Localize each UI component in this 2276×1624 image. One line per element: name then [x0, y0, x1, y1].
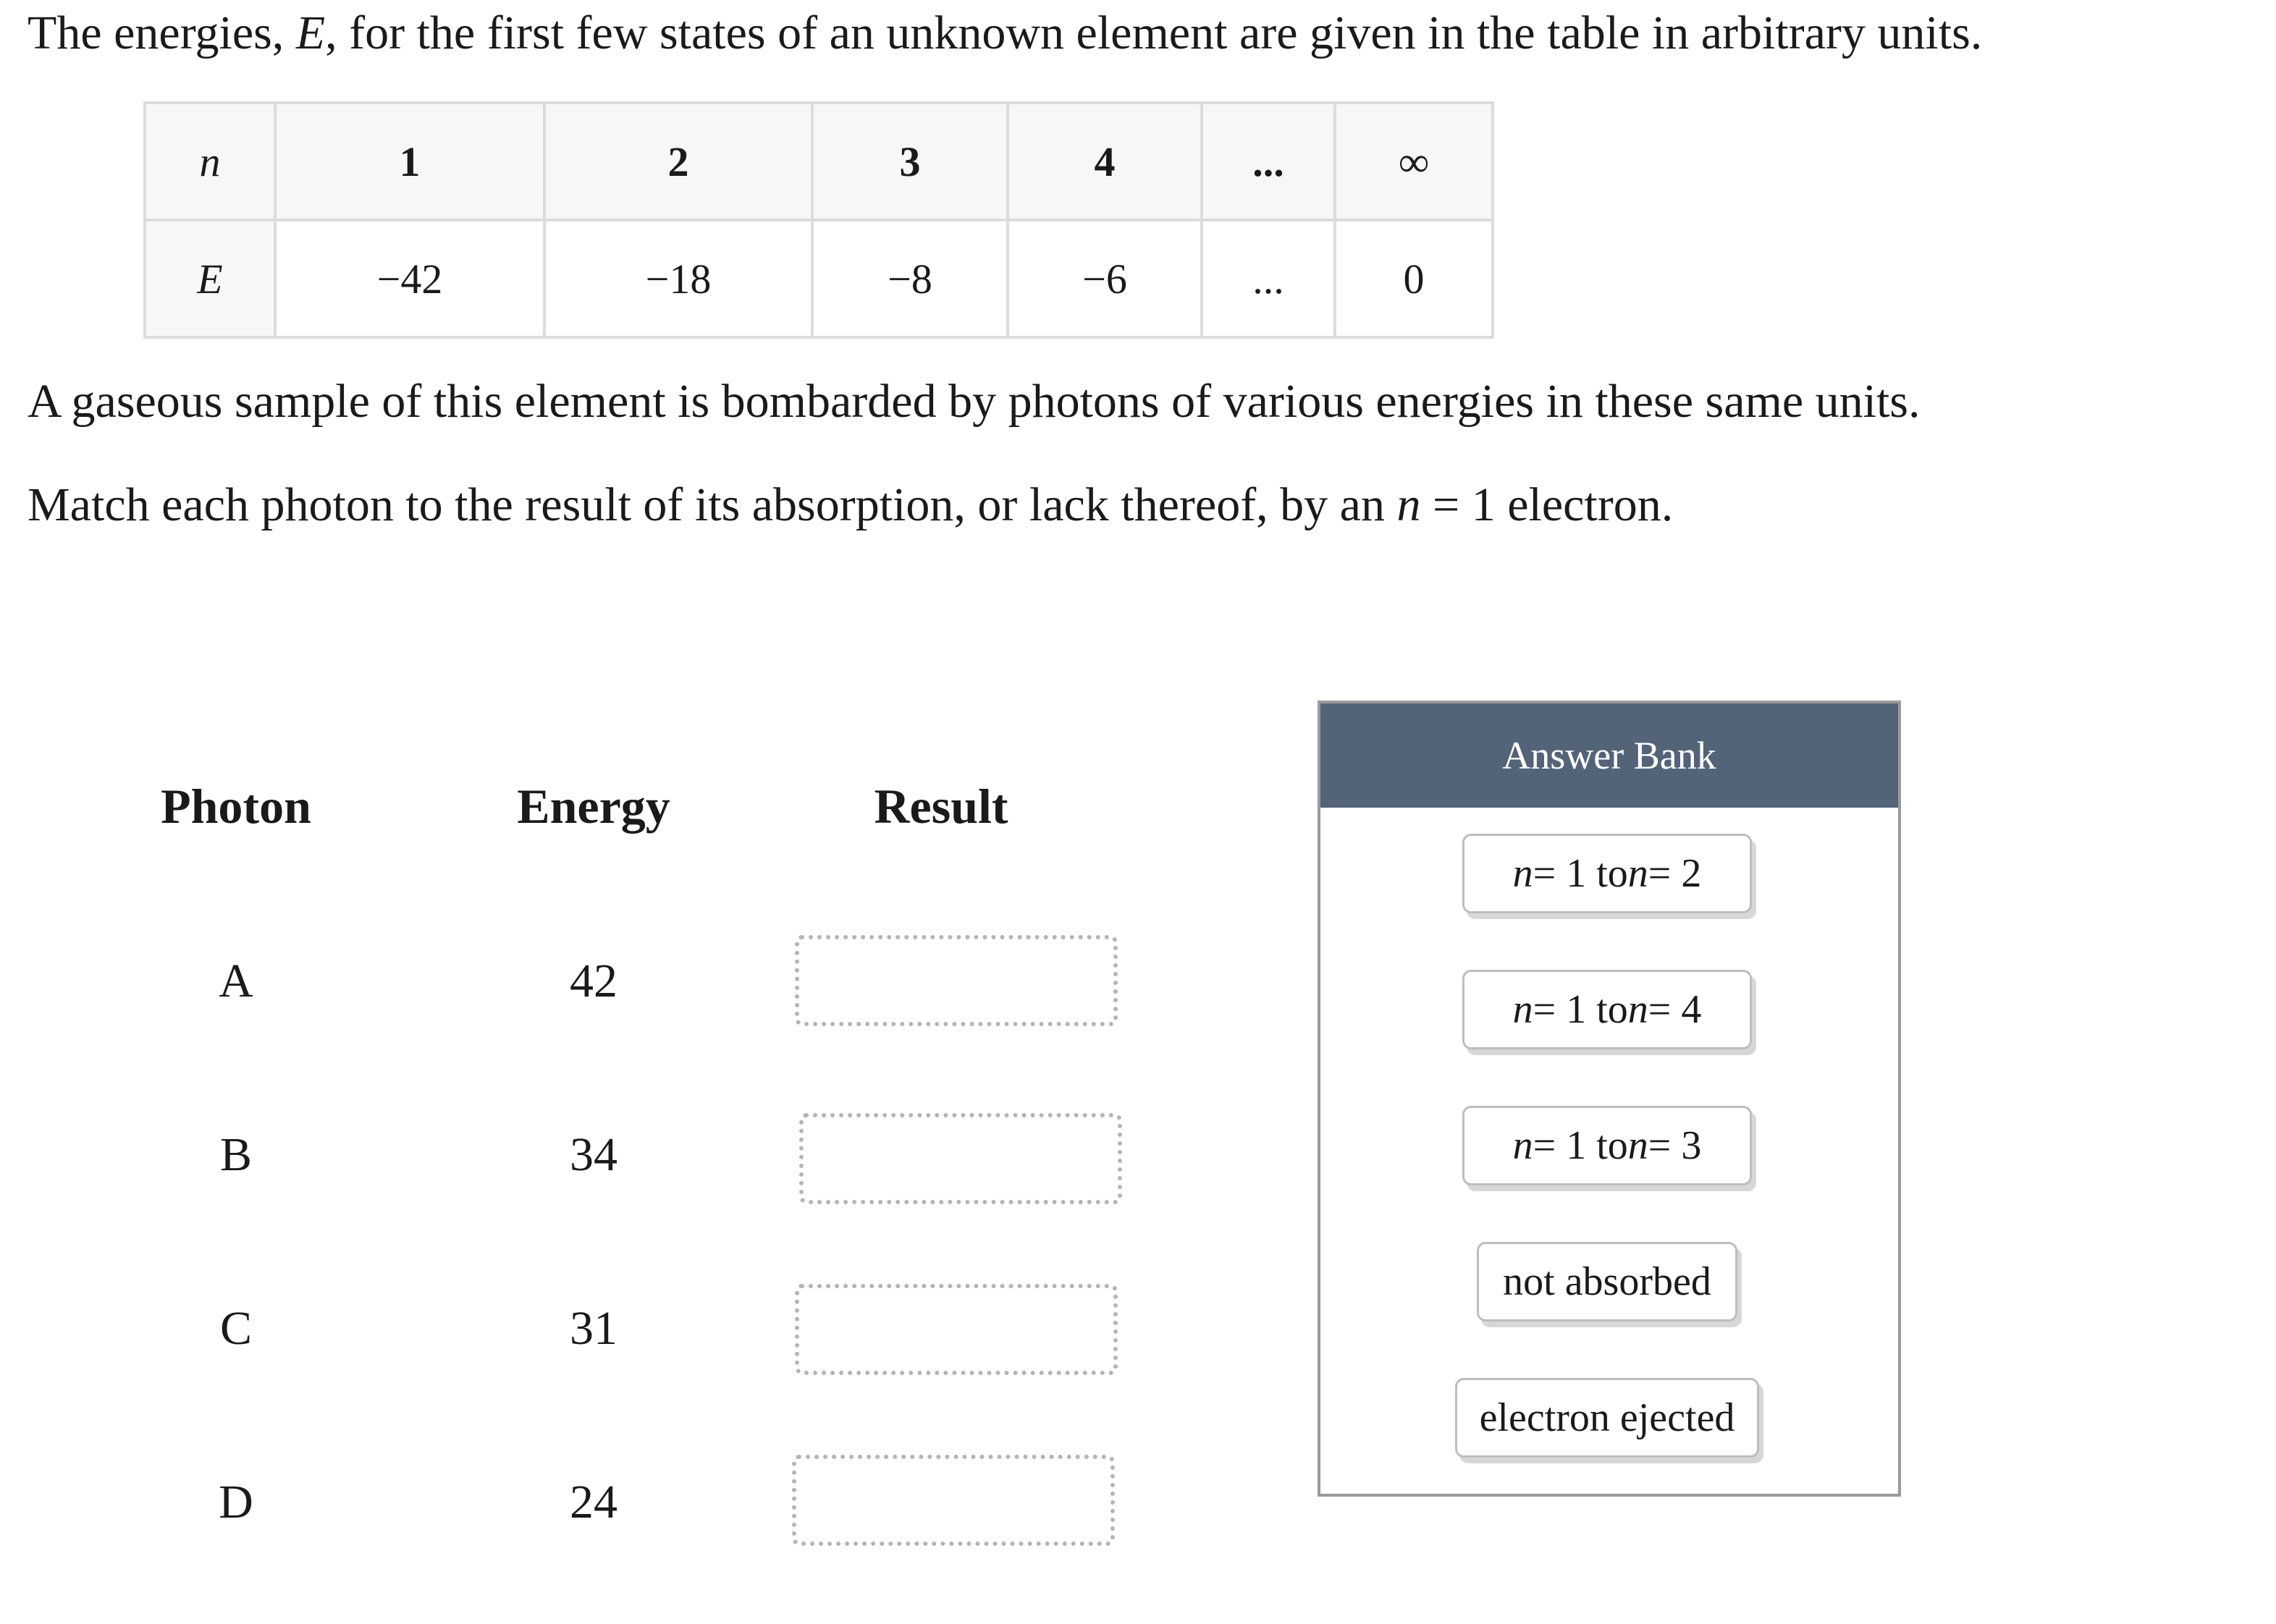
table-cell-n: 2 — [544, 103, 812, 220]
table-header-e: E — [145, 220, 275, 337]
table-cell-n: 4 — [1008, 103, 1202, 220]
question-paragraph-photons: A gaseous sample of this element is bombarded by photons of various energies in these same units. — [28, 375, 1921, 428]
table-cell-n: ∞ — [1335, 103, 1493, 220]
photon-label: D — [219, 1476, 253, 1528]
table-row-e — [145, 220, 1493, 337]
result-drop-zone-a[interactable] — [795, 935, 1118, 1026]
table-cell-e: −42 — [275, 220, 544, 337]
table-cell-n: ... — [1202, 103, 1335, 220]
result-drop-zone-c[interactable] — [795, 1284, 1118, 1375]
photon-energy: 31 — [570, 1302, 618, 1355]
result-drop-zone-b[interactable] — [799, 1113, 1122, 1204]
table-cell-e: −8 — [812, 220, 1008, 337]
intro-text-start: The energies, — [28, 7, 296, 59]
chip-text: = 1 to — [1533, 1123, 1628, 1168]
chip-var: n — [1512, 851, 1533, 896]
match-text-end: = 1 electron. — [1420, 478, 1674, 531]
table-cell-n: 1 — [275, 103, 544, 220]
table-header-n: n — [145, 103, 275, 220]
chip-var: n — [1627, 987, 1648, 1032]
photon-label: C — [219, 1302, 253, 1355]
chip-var: n — [1512, 987, 1533, 1032]
chip-text: = 2 — [1648, 851, 1702, 896]
answer-chip-not-absorbed[interactable]: not absorbed — [1477, 1242, 1737, 1321]
result-drop-zone-d[interactable] — [792, 1455, 1115, 1546]
chip-var: n — [1627, 851, 1648, 896]
photon-label: B — [219, 1128, 253, 1181]
chip-text: = 3 — [1648, 1123, 1702, 1168]
energy-table — [143, 101, 1494, 339]
table-cell-e: −6 — [1008, 220, 1202, 337]
photon-label: A — [219, 955, 253, 1007]
chip-var: n — [1512, 1123, 1533, 1168]
answer-chip-n1-to-n2[interactable] — [1462, 834, 1752, 913]
question-paragraph-match — [28, 476, 1673, 534]
answer-chip-n1-to-n3[interactable] — [1462, 1106, 1752, 1185]
photon-energy: 34 — [570, 1128, 618, 1181]
answer-chip-n1-to-n4[interactable] — [1462, 970, 1752, 1049]
intro-var-e: E — [295, 7, 326, 59]
intro-text-end: , for the first few states of an unknown element are given in the table in arbitrary units. — [325, 7, 1983, 59]
energy-column-header: Energy — [517, 779, 670, 834]
chip-text: = 1 to — [1533, 851, 1628, 896]
question-intro — [28, 4, 1982, 62]
chip-text: = 4 — [1648, 987, 1702, 1032]
table-row-n — [145, 103, 1493, 220]
table-cell-e: −18 — [544, 220, 812, 337]
table-cell-n: 3 — [812, 103, 1008, 220]
answer-bank — [1318, 701, 1901, 1497]
match-var-n: n — [1396, 478, 1421, 531]
photon-energy: 24 — [570, 1476, 618, 1528]
photon-energy: 42 — [570, 955, 618, 1007]
answer-chip-electron-ejected[interactable]: electron ejected — [1455, 1378, 1759, 1458]
result-column-header: Result — [874, 779, 1008, 834]
match-text-start: Match each photon to the result of its absorption, or lack thereof, by an — [28, 478, 1397, 531]
chip-text: = 1 to — [1533, 987, 1628, 1032]
chip-var: n — [1627, 1123, 1648, 1168]
answer-bank-title: Answer Bank — [1320, 703, 1898, 808]
photon-column-header: Photon — [161, 779, 311, 834]
table-cell-e: ... — [1202, 220, 1335, 337]
table-cell-e: 0 — [1335, 220, 1493, 337]
